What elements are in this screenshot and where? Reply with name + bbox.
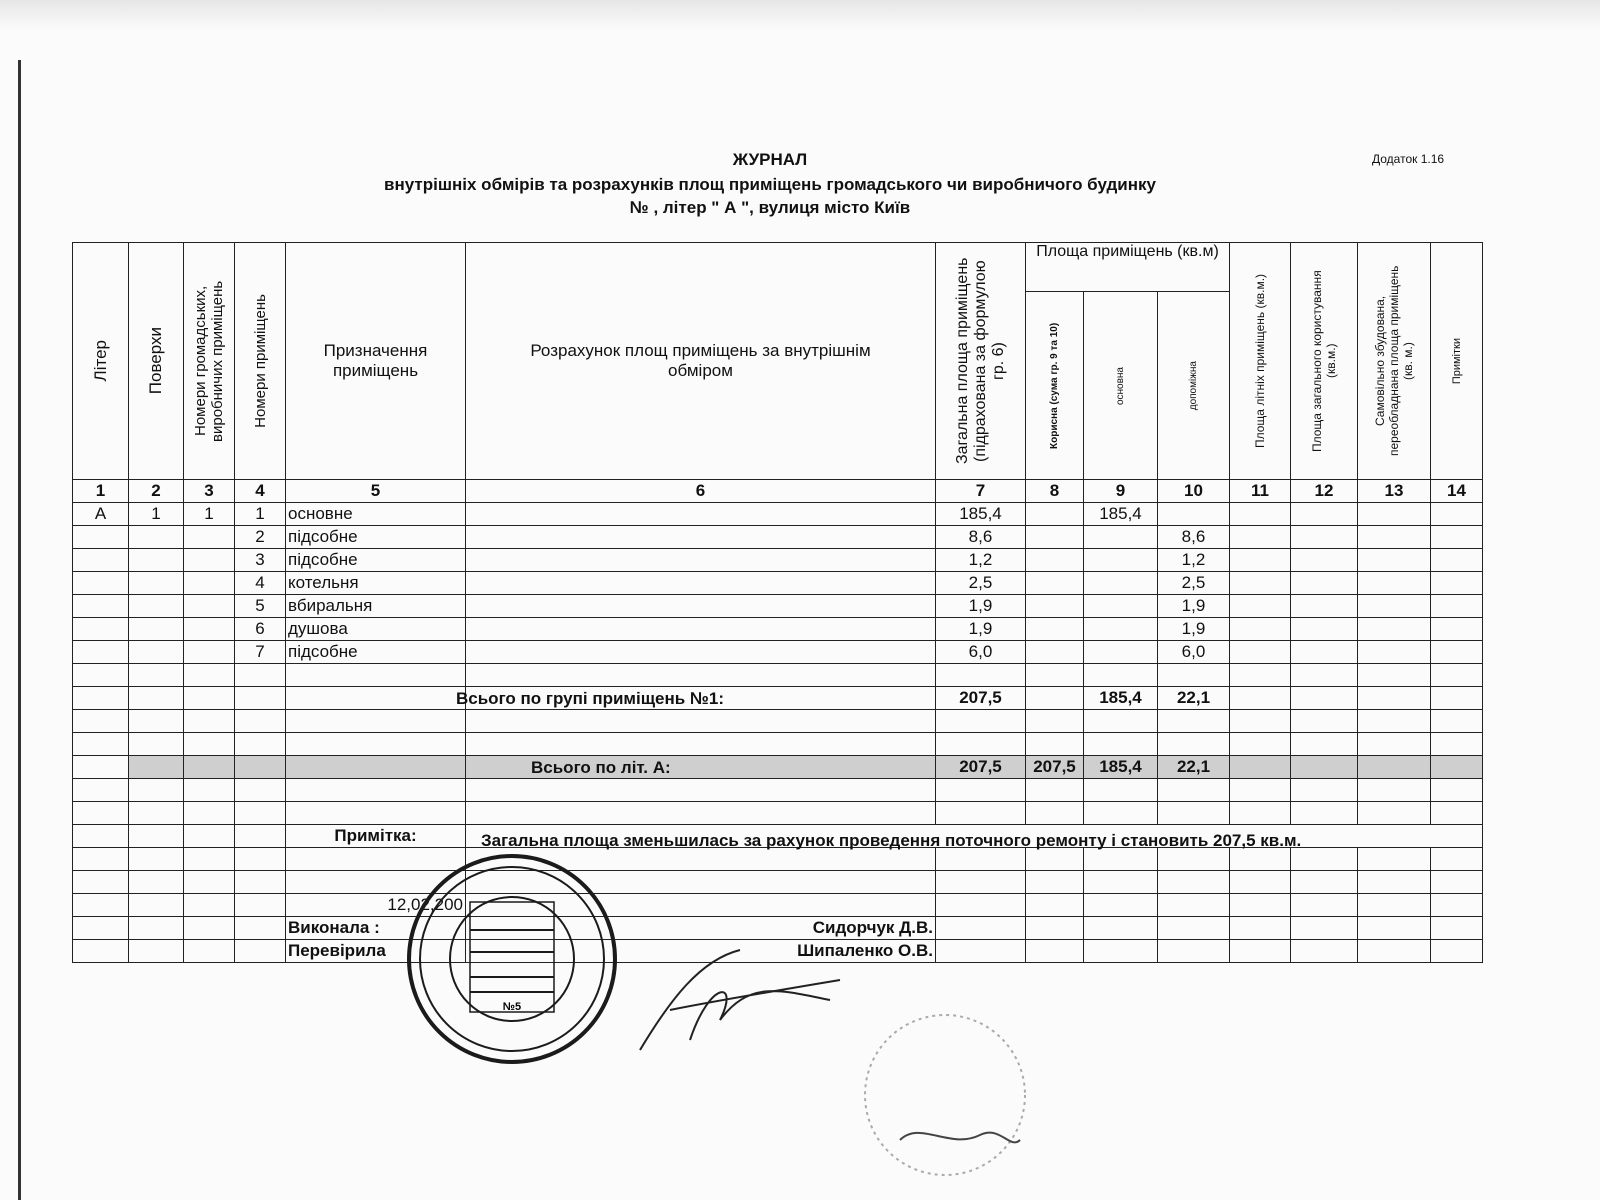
- checked-name: Шипаленко О.В.: [466, 940, 936, 963]
- empty-cell: [1291, 641, 1358, 664]
- cell-purpose: котельня: [286, 572, 466, 595]
- col-summer-header: Площа літніх приміщень (кв.м.): [1253, 273, 1267, 449]
- empty-cell: [1026, 595, 1084, 618]
- empty-cell: [1230, 572, 1291, 595]
- col-number: 5: [286, 480, 466, 503]
- cell-liter: [73, 549, 129, 572]
- measurements-table: [72, 242, 1483, 963]
- empty-cell: [1358, 549, 1431, 572]
- cell-total: 6,0: [936, 641, 1026, 664]
- empty-cell: [1291, 595, 1358, 618]
- empty-cell: [1431, 618, 1483, 641]
- col-liter-header: Літер: [90, 340, 110, 382]
- empty-cell: [1358, 641, 1431, 664]
- group-total-label: Всього по групі приміщень №1:: [456, 689, 725, 708]
- empty-cell: [466, 595, 936, 618]
- document-title: ЖУРНАЛ: [732, 150, 808, 169]
- empty-cell: [1291, 549, 1358, 572]
- empty-row: [73, 871, 1483, 894]
- cell-main: [1084, 618, 1158, 641]
- signature-date: 12,02,200: [286, 894, 466, 917]
- document-subtitle: внутрішніх обмірів та розрахунків площ приміщень громадського чи виробничого будинку: [384, 175, 1156, 194]
- cell-room: 6: [235, 618, 286, 641]
- cell-purpose: вбиральня: [286, 595, 466, 618]
- cell-room: 3: [235, 549, 286, 572]
- col-number: 11: [1230, 480, 1291, 503]
- empty-row: [73, 664, 1483, 687]
- col-number: 12: [1291, 480, 1358, 503]
- cell-aux: 8,6: [1158, 526, 1230, 549]
- date-row: [73, 894, 1483, 917]
- empty-cell: [1230, 549, 1291, 572]
- cell-aux: 1,9: [1158, 618, 1230, 641]
- col-common-header: Площа загального користування (кв.м.): [1310, 270, 1338, 452]
- empty-cell: [1291, 503, 1358, 526]
- empty-cell: [1230, 618, 1291, 641]
- liter-total-value: 207,5: [936, 756, 1026, 779]
- col-number: 4: [235, 480, 286, 503]
- empty-cell: [1026, 503, 1084, 526]
- cell-floor: 1: [129, 503, 184, 526]
- empty-cell: [1026, 572, 1084, 595]
- empty-cell: [1431, 526, 1483, 549]
- cell-room: 5: [235, 595, 286, 618]
- cell-group: 1: [184, 503, 235, 526]
- cell-main: [1084, 595, 1158, 618]
- empty-cell: [1431, 549, 1483, 572]
- cell-aux: 1,2: [1158, 549, 1230, 572]
- col-number: 10: [1158, 480, 1230, 503]
- empty-cell: [1431, 641, 1483, 664]
- scan-shadow: [0, 0, 1600, 30]
- liter-total-row: [73, 756, 1483, 779]
- table-row: [73, 549, 1483, 572]
- col-area-group-header: Площа приміщень (кв.м): [1026, 243, 1230, 292]
- col-useful-header: Корисна (сума гр. 9 та 10): [1049, 322, 1060, 449]
- faded-stamp: [830, 1010, 1060, 1180]
- empty-cell: [1230, 526, 1291, 549]
- liter-main-value: 185,4: [1084, 756, 1158, 779]
- empty-cell: [1230, 595, 1291, 618]
- col-number: 9: [1084, 480, 1158, 503]
- cell-total: 1,2: [936, 549, 1026, 572]
- column-numbers-row: [73, 480, 1483, 503]
- cell-aux: 1,9: [1158, 595, 1230, 618]
- empty-cell: [1026, 618, 1084, 641]
- table-row: [73, 595, 1483, 618]
- empty-cell: [1026, 549, 1084, 572]
- cell-total: 8,6: [936, 526, 1026, 549]
- empty-row: [73, 802, 1483, 825]
- cell-main: 185,4: [1084, 503, 1158, 526]
- performed-row: [73, 917, 1483, 940]
- cell-floor: [129, 549, 184, 572]
- cell-group: [184, 572, 235, 595]
- empty-cell: [1230, 503, 1291, 526]
- cell-total: 185,4: [936, 503, 1026, 526]
- cell-room: 1: [235, 503, 286, 526]
- group-total-value: 207,5: [936, 687, 1026, 710]
- empty-row: [73, 710, 1483, 733]
- checked-label: Перевірила: [286, 940, 466, 963]
- document-address: № , літер " А ", вулиця місто Київ: [629, 198, 911, 217]
- empty-cell: [1230, 641, 1291, 664]
- empty-cell: [1026, 526, 1084, 549]
- performed-label: Виконала :: [286, 917, 466, 940]
- col-main-header: основна: [1115, 366, 1126, 405]
- note-label: Примітка:: [286, 825, 466, 848]
- col-number: 6: [466, 480, 936, 503]
- empty-cell: [466, 549, 936, 572]
- cell-floor: [129, 526, 184, 549]
- cell-total: 2,5: [936, 572, 1026, 595]
- group-total-row: [73, 687, 1483, 710]
- cell-main: [1084, 549, 1158, 572]
- cell-purpose: підсобне: [286, 549, 466, 572]
- cell-liter: [73, 572, 129, 595]
- liter-useful-value: 207,5: [1026, 756, 1084, 779]
- empty-cell: [1291, 572, 1358, 595]
- table-row: [73, 503, 1483, 526]
- cell-total: 1,9: [936, 618, 1026, 641]
- empty-cell: [466, 572, 936, 595]
- cell-floor: [129, 641, 184, 664]
- cell-purpose: підсобне: [286, 526, 466, 549]
- empty-cell: [466, 641, 936, 664]
- empty-cell: [1358, 572, 1431, 595]
- empty-cell: [466, 526, 936, 549]
- cell-liter: А: [73, 503, 129, 526]
- col-number: 3: [184, 480, 235, 503]
- cell-room: 4: [235, 572, 286, 595]
- cell-aux: 6,0: [1158, 641, 1230, 664]
- cell-liter: [73, 641, 129, 664]
- col-number: 14: [1431, 480, 1483, 503]
- cell-main: [1084, 641, 1158, 664]
- empty-cell: [466, 618, 936, 641]
- performed-name: Сидорчук Д.В.: [466, 917, 936, 940]
- empty-row: [73, 733, 1483, 756]
- empty-row: [73, 779, 1483, 802]
- col-number: 2: [129, 480, 184, 503]
- col-total-header: Загальна площа приміщень (підрахована за формулою гр. 6): [953, 257, 1007, 465]
- cell-group: [184, 526, 235, 549]
- col-number: 1: [73, 480, 129, 503]
- cell-floor: [129, 595, 184, 618]
- cell-room: 2: [235, 526, 286, 549]
- empty-cell: [1291, 526, 1358, 549]
- col-number: 8: [1026, 480, 1084, 503]
- col-number: 13: [1358, 480, 1431, 503]
- table-row: [73, 526, 1483, 549]
- cell-purpose: основне: [286, 503, 466, 526]
- cell-floor: [129, 572, 184, 595]
- col-calc-header: Розрахунок площ приміщень за внутрішнім обміром: [466, 243, 936, 480]
- empty-cell: [1026, 641, 1084, 664]
- table-row: [73, 572, 1483, 595]
- table-row: [73, 641, 1483, 664]
- col-group-header: Номери громадських, виробничих приміщень: [192, 280, 226, 442]
- group-aux-value: 22,1: [1158, 687, 1230, 710]
- cell-main: [1084, 572, 1158, 595]
- cell-room: 7: [235, 641, 286, 664]
- cell-liter: [73, 595, 129, 618]
- col-unauthorized-header: Самовільно збудована, переобладнана площа приміщень (кв. м.): [1373, 265, 1415, 457]
- empty-cell: [1431, 503, 1483, 526]
- cell-floor: [129, 618, 184, 641]
- group-main-value: 185,4: [1084, 687, 1158, 710]
- col-purpose-header: Призначення приміщень: [286, 243, 466, 480]
- empty-cell: [1358, 618, 1431, 641]
- col-floor-header: Поверхи: [146, 327, 165, 395]
- col-aux-header: допоміжна: [1188, 360, 1199, 411]
- empty-cell: [1291, 618, 1358, 641]
- empty-cell: [1431, 572, 1483, 595]
- appendix-label: Додаток 1.16: [1372, 152, 1445, 166]
- cell-liter: [73, 618, 129, 641]
- cell-aux: [1158, 503, 1230, 526]
- cell-total: 1,9: [936, 595, 1026, 618]
- empty-cell: [1431, 595, 1483, 618]
- note-row: [73, 825, 1483, 848]
- empty-cell: [1358, 503, 1431, 526]
- cell-group: [184, 595, 235, 618]
- col-number: 7: [936, 480, 1026, 503]
- cell-aux: 2,5: [1158, 572, 1230, 595]
- empty-cell: [1358, 595, 1431, 618]
- cell-main: [1084, 526, 1158, 549]
- empty-cell: [466, 503, 936, 526]
- col-room-header: Номери приміщень: [251, 294, 269, 428]
- cell-liter: [73, 526, 129, 549]
- note-text: Загальна площа зменьшилась за рахунок проведення поточного ремонту і становить 207,5 кв.м.: [481, 831, 1302, 850]
- cell-group: [184, 641, 235, 664]
- table-row: [73, 618, 1483, 641]
- signature: [630, 940, 850, 1060]
- liter-total-label: Всього по літ. А:: [531, 758, 671, 777]
- cell-purpose: душова: [286, 618, 466, 641]
- svg-text:№5: №5: [502, 1001, 522, 1013]
- liter-aux-value: 22,1: [1158, 756, 1230, 779]
- page-edge: [18, 60, 21, 1200]
- official-stamp: [405, 852, 620, 1067]
- cell-group: [184, 618, 235, 641]
- cell-purpose: підсобне: [286, 641, 466, 664]
- col-notes-header: Примітки: [1450, 337, 1463, 385]
- header-row: [73, 243, 1483, 292]
- cell-group: [184, 549, 235, 572]
- empty-cell: [1358, 526, 1431, 549]
